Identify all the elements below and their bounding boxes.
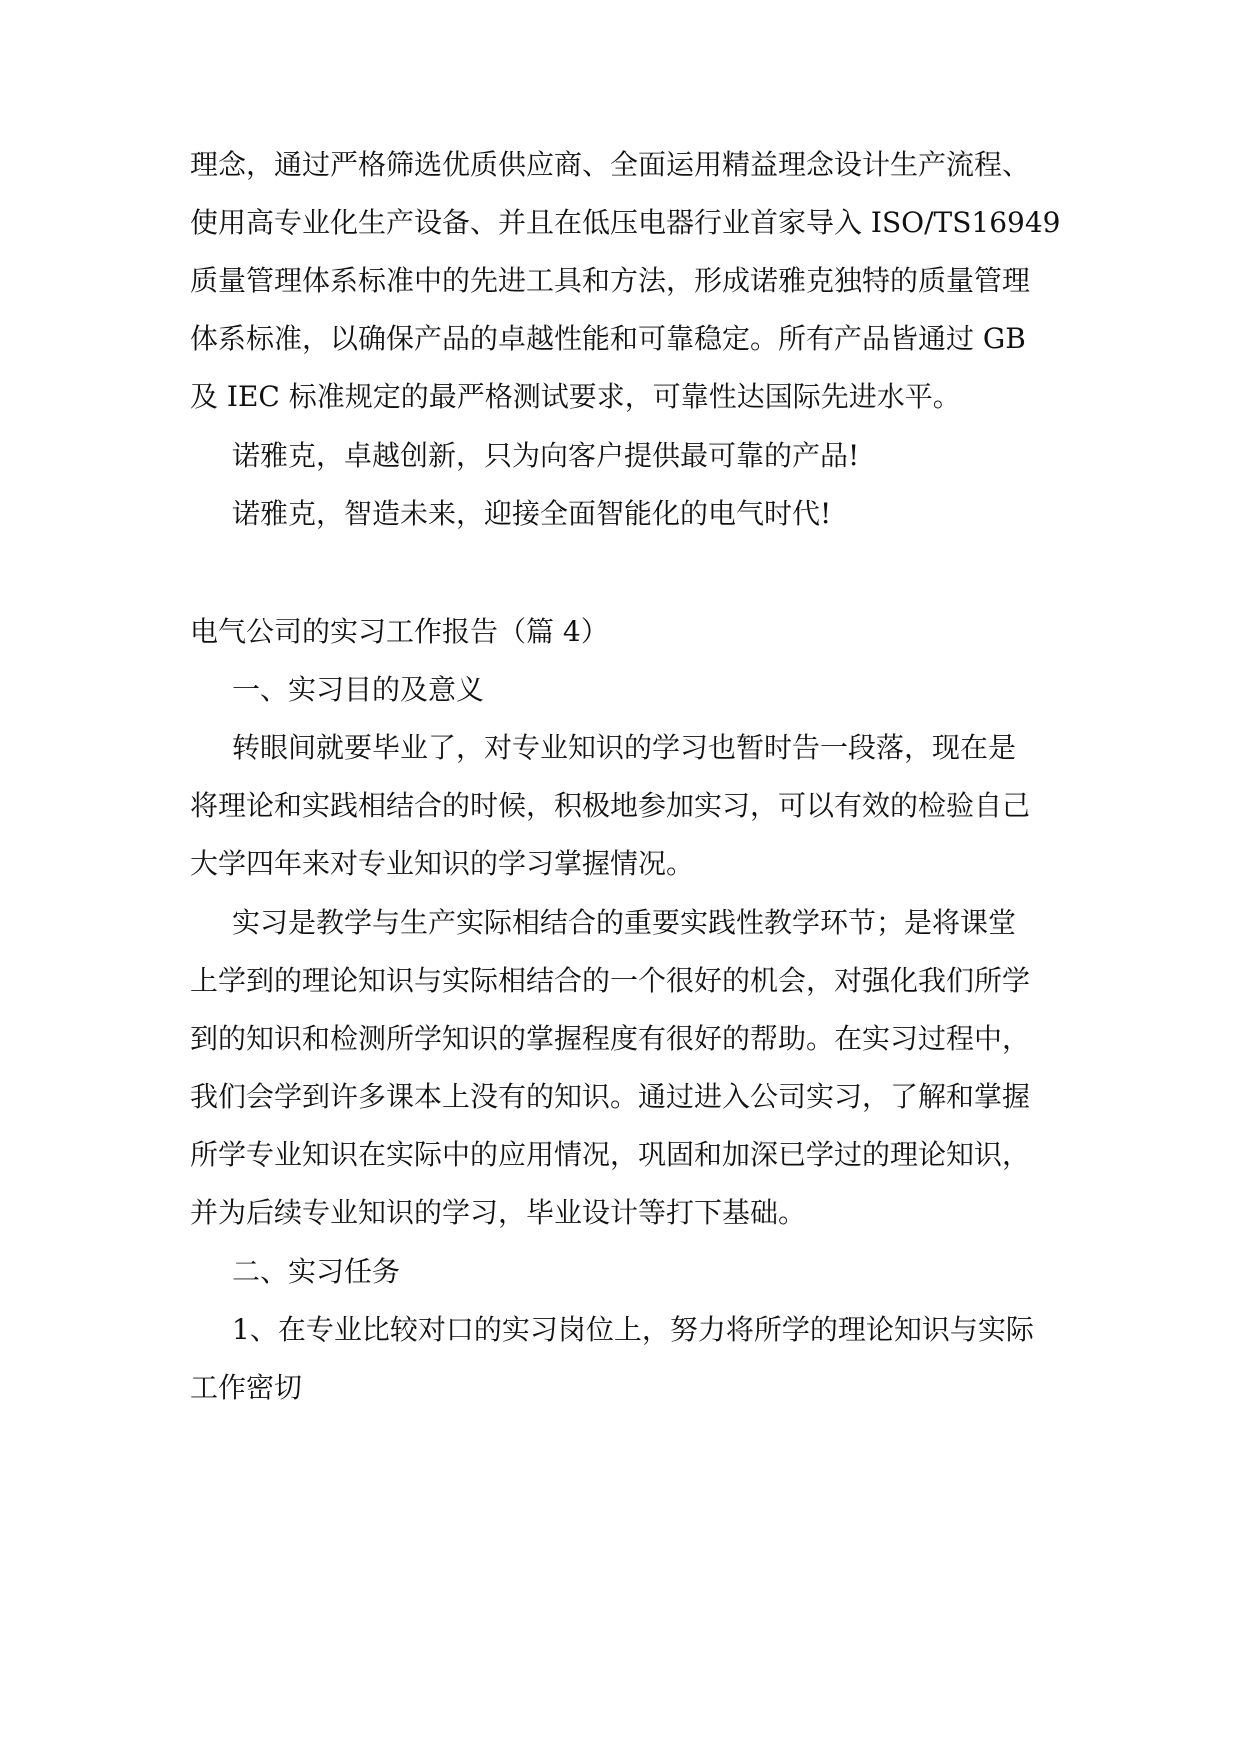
paragraph-3-line-6: 并为后续专业知识的学习，毕业设计等打下基础。 bbox=[190, 1196, 807, 1229]
paragraph-2-line-1: 转眼间就要毕业了，对专业知识的学习也暂时告一段落，现在是 bbox=[232, 731, 1017, 764]
paragraph-1-line-2: 使用高专业化生产设备、并且在低压电器行业首家导入 ISO/TS16949 bbox=[190, 206, 1061, 239]
slogan-1: 诺雅克，卓越创新，只为向客户提供最可靠的产品! bbox=[232, 439, 860, 472]
paragraph-3-line-4: 我们会学到许多课本上没有的知识。通过进入公司实习，了解和掌握 bbox=[190, 1080, 1031, 1113]
paragraph-1-line-4: 体系标准，以确保产品的卓越性能和可靠稳定。所有产品皆通过 GB bbox=[190, 322, 1026, 355]
paragraph-1-line-5: 及 IEC 标准规定的最严格测试要求，可靠性达国际先进水平。 bbox=[190, 380, 961, 413]
slogan-2: 诺雅克，智造未来，迎接全面智能化的电气时代! bbox=[232, 497, 832, 530]
paragraph-3-line-3: 到的知识和检测所学知识的掌握程度有很好的帮助。在实习过程中， bbox=[190, 1022, 1031, 1055]
paragraph-2-line-2: 将理论和实践相结合的时候，积极地参加实习，可以有效的检验自己 bbox=[190, 789, 1031, 822]
paragraph-2-line-3: 大学四年来对专业知识的学习掌握情况。 bbox=[190, 847, 695, 880]
paragraph-3-line-2: 上学到的理论知识与实际相结合的一个很好的机会，对强化我们所学 bbox=[190, 964, 1031, 997]
heading-1: 一、实习目的及意义 bbox=[232, 673, 485, 706]
paragraph-3-line-1: 实习是教学与生产实际相结合的重要实践性教学环节；是将课堂 bbox=[232, 906, 1017, 939]
paragraph-1-line-3: 质量管理体系标准中的先进工具和方法，形成诺雅克独特的质量管理 bbox=[190, 264, 1031, 297]
paragraph-4-line-1: 1、在专业比较对口的实习岗位上，努力将所学的理论知识与实际 bbox=[232, 1313, 1034, 1346]
paragraph-3-line-5: 所学专业知识在实际中的应用情况，巩固和加深已学过的理论知识， bbox=[190, 1138, 1031, 1171]
paragraph-1-line-1: 理念，通过严格筛选优质供应商、全面运用精益理念设计生产流程、 bbox=[190, 148, 1031, 181]
paragraph-4-line-2: 工作密切 bbox=[190, 1371, 303, 1404]
heading-2: 二、实习任务 bbox=[232, 1255, 401, 1288]
section-title: 电气公司的实习工作报告（篇 4） bbox=[190, 615, 609, 648]
